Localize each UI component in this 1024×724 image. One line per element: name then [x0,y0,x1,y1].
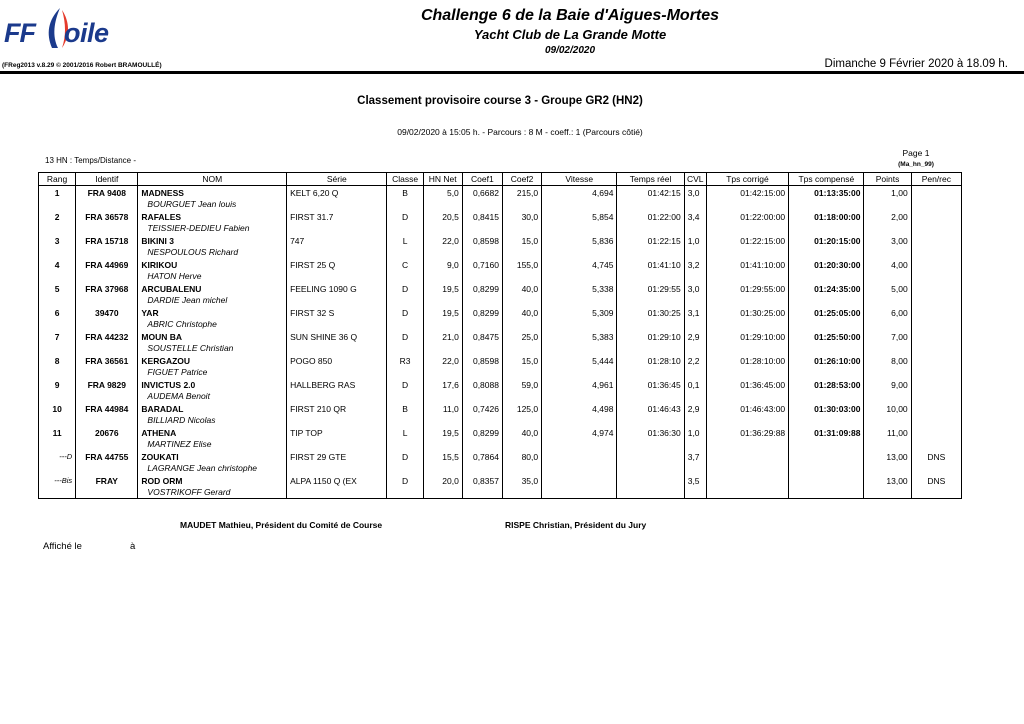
cell-coef2: 40,0 [502,426,541,450]
skipper-name: NESPOULOUS Richard [147,247,239,257]
cell-nom [138,402,287,426]
cell-classe: B [387,402,423,426]
cell-coef1: 0,7160 [462,258,502,282]
col-header: Rang [39,173,76,186]
skipper-name: MARTINEZ Elise [147,439,212,449]
col-header: Points [864,173,911,186]
cell-classe: L [387,234,423,258]
hn-label: 13 HN : Temps/Distance - [45,156,136,165]
cell-pen [911,258,961,282]
cell-coef2: 15,0 [502,354,541,378]
cell-identif: FRA 37968 [76,282,138,306]
cell-nom [138,234,287,258]
boat-name: KIRIKOU [141,260,178,270]
cell-pen [911,330,961,354]
cell-corrige [706,450,788,474]
cell-rang: 1 [39,186,76,211]
skipper-name: TEISSIER-DEDIEU Fabien [147,223,250,233]
cell-serie: FIRST 31.7 [287,210,387,234]
skipper-name: HATON Herve [147,271,202,281]
skipper-name: VOSTRIKOFF Gerard [147,487,231,497]
cell-temps: 01:36:30 [617,426,684,450]
ffvoile-logo [4,6,124,52]
cell-coef2: 25,0 [502,330,541,354]
cell-temps [617,474,684,499]
cell-rang: 6 [39,306,76,330]
results-table [38,172,962,499]
cell-nom [138,474,287,499]
cell-classe: L [387,426,423,450]
cell-nom [138,450,287,474]
cell-hn: 22,0 [423,354,462,378]
cell-corrige: 01:42:15:00 [706,186,788,211]
cell-rang: 10 [39,402,76,426]
cell-coef2: 30,0 [502,210,541,234]
cell-identif: FRA 44984 [76,402,138,426]
cell-coef2: 215,0 [502,186,541,211]
cell-cvl: 1,0 [684,426,706,450]
event-date: 09/02/2020 [544,45,596,56]
cell-cvl: 3,0 [684,282,706,306]
page-code: (Ma_hn_99) [898,161,934,168]
race-details: 09/02/2020 à 15:05 h. - Parcours : 8 M - coeff.: 1 (Parcours côtié) [397,127,643,137]
cell-temps: 01:22:00 [617,210,684,234]
cell-coef2: 40,0 [502,306,541,330]
cell-corrige: 01:41:10:00 [706,258,788,282]
page-number: Page 1 [902,148,930,158]
cell-pen [911,354,961,378]
posted-label: Affiché le [43,541,82,552]
boat-name: BARADAL [141,404,184,414]
cell-pen: DNS [911,474,961,499]
cell-compense: 01:25:05:00 [789,306,864,330]
col-header: NOM [138,173,287,186]
cell-temps [617,450,684,474]
cell-compense [789,474,864,499]
boat-name: ZOUKATI [141,452,179,462]
cell-rang: 11 [39,426,76,450]
cell-rang: 2 [39,210,76,234]
cell-vitesse: 5,854 [542,210,617,234]
cell-vitesse: 5,309 [542,306,617,330]
cell-compense: 01:18:00:00 [789,210,864,234]
cell-cvl: 3,5 [684,474,706,499]
cell-points: 13,00 [864,474,911,499]
cell-coef1: 0,6682 [462,186,502,211]
cell-classe: D [387,330,423,354]
cell-pen [911,306,961,330]
cell-coef2: 125,0 [502,402,541,426]
boat-name: ATHENA [141,428,177,438]
col-header: Série [287,173,387,186]
cell-vitesse: 5,836 [542,234,617,258]
cell-hn: 21,0 [423,330,462,354]
table-row [39,210,962,234]
cell-vitesse: 4,498 [542,402,617,426]
cell-pen: DNS [911,450,961,474]
cell-compense: 01:20:30:00 [789,258,864,282]
cell-corrige: 01:22:15:00 [706,234,788,258]
cell-corrige: 01:29:55:00 [706,282,788,306]
cell-nom [138,210,287,234]
col-header: Temps réel [617,173,684,186]
boat-name: ARCUBALENU [141,284,202,294]
cell-coef1: 0,8299 [462,426,502,450]
race-committee-president: MAUDET Mathieu, Président du Comité de Course [180,520,383,530]
cell-pen [911,426,961,450]
cell-serie: FIRST 29 GTE [287,450,387,474]
cell-corrige [706,474,788,499]
boat-name: MADNESS [141,188,184,198]
skipper-name: DARDIE Jean michel [147,295,228,305]
cell-hn: 5,0 [423,186,462,211]
cell-coef1: 0,8088 [462,378,502,402]
table-row [39,306,962,330]
cell-coef1: 0,7426 [462,402,502,426]
cell-compense: 01:25:50:00 [789,330,864,354]
cell-cvl: 3,4 [684,210,706,234]
cell-identif: FRA 36578 [76,210,138,234]
cell-rang: ---D [39,450,76,474]
cell-pen [911,378,961,402]
cell-points: 2,00 [864,210,911,234]
cell-points: 10,00 [864,402,911,426]
cell-coef2: 155,0 [502,258,541,282]
col-header: Identif [76,173,138,186]
cell-temps: 01:30:25 [617,306,684,330]
cell-vitesse: 5,383 [542,330,617,354]
skipper-name: BOURGUET Jean louis [147,199,237,209]
cell-nom [138,330,287,354]
boat-name: MOUN BA [141,332,183,342]
cell-serie: TIP TOP [287,426,387,450]
cell-cvl: 3,0 [684,186,706,211]
cell-cvl: 2,2 [684,354,706,378]
cell-rang: 4 [39,258,76,282]
cell-corrige: 01:22:00:00 [706,210,788,234]
skipper-name: ABRIC Christophe [147,319,217,329]
cell-classe: R3 [387,354,423,378]
cell-corrige: 01:30:25:00 [706,306,788,330]
cell-serie: FIRST 25 Q [287,258,387,282]
jury-president: RISPE Christian, Président du Jury [505,520,647,530]
cell-nom [138,186,287,211]
logo-text-ff: FF [4,18,35,48]
cell-coef1: 0,7864 [462,450,502,474]
skipper-name: AUDEMA Benoit [147,391,210,401]
cell-temps: 01:41:10 [617,258,684,282]
col-header: Tps compensé [789,173,864,186]
cell-pen [911,282,961,306]
cell-points: 8,00 [864,354,911,378]
cell-cvl: 2,9 [684,330,706,354]
cell-corrige: 01:46:43:00 [706,402,788,426]
table-header-row [39,173,962,186]
posted-at-label: à [130,541,136,552]
cell-points: 5,00 [864,282,911,306]
cell-rang: 9 [39,378,76,402]
cell-rang: 7 [39,330,76,354]
skipper-name: FIGUET Patrice [147,367,208,377]
cell-coef1: 0,8598 [462,354,502,378]
cell-corrige: 01:29:10:00 [706,330,788,354]
table-row [39,426,962,450]
cell-identif: FRA 44755 [76,450,138,474]
cell-compense [789,450,864,474]
cell-temps: 01:36:45 [617,378,684,402]
col-header: Coef2 [502,173,541,186]
cell-rang: 5 [39,282,76,306]
skipper-name: LAGRANGE Jean christophe [147,463,258,473]
cell-classe: C [387,258,423,282]
col-header: Vitesse [542,173,617,186]
cell-coef2: 59,0 [502,378,541,402]
club-name: Yacht Club de La Grande Motte [473,27,667,42]
boat-name: YAR [141,308,159,318]
cell-identif: FRAY [76,474,138,499]
table-row [39,354,962,378]
cell-identif: FRA 15718 [76,234,138,258]
cell-cvl: 3,1 [684,306,706,330]
cell-identif: FRA 9829 [76,378,138,402]
cell-points: 1,00 [864,186,911,211]
cell-identif: 20676 [76,426,138,450]
cell-hn: 20,0 [423,474,462,499]
cell-coef1: 0,8415 [462,210,502,234]
cell-coef1: 0,8357 [462,474,502,499]
table-row [39,282,962,306]
cell-serie: POGO 850 [287,354,387,378]
cell-identif: FRA 36561 [76,354,138,378]
table-row [39,234,962,258]
cell-coef2: 15,0 [502,234,541,258]
cell-rang: 3 [39,234,76,258]
cell-cvl: 2,9 [684,402,706,426]
table-row [39,378,962,402]
col-header: Classe [387,173,423,186]
boat-name: RAFALES [141,212,182,222]
cell-vitesse [542,474,617,499]
cell-serie: FIRST 32 S [287,306,387,330]
table-row [39,474,962,499]
cell-nom [138,378,287,402]
col-header: CVL [684,173,706,186]
cell-vitesse: 5,444 [542,354,617,378]
cell-classe: D [387,282,423,306]
cell-rang: 8 [39,354,76,378]
cell-identif: FRA 44232 [76,330,138,354]
cell-nom [138,354,287,378]
cell-temps: 01:22:15 [617,234,684,258]
cell-compense: 01:13:35:00 [789,186,864,211]
cell-nom [138,306,287,330]
cell-hn: 19,5 [423,306,462,330]
cell-points: 9,00 [864,378,911,402]
cell-points: 3,00 [864,234,911,258]
cell-nom [138,282,287,306]
cell-cvl: 3,2 [684,258,706,282]
cell-compense: 01:31:09:88 [789,426,864,450]
cell-serie: SUN SHINE 36 Q [287,330,387,354]
cell-coef1: 0,8598 [462,234,502,258]
cell-pen [911,186,961,211]
header-divider [0,71,1024,74]
cell-rang: ---Bis [39,474,76,499]
table-row [39,450,962,474]
cell-serie: HALLBERG RAS [287,378,387,402]
cell-temps: 01:29:10 [617,330,684,354]
results-heading: Classement provisoire course 3 - Groupe GR2 (HN2) [357,95,643,107]
cell-serie: ALPA 1150 Q (EX [287,474,387,499]
event-title: Challenge 6 de la Baie d'Aigues-Mortes [420,7,720,24]
col-header: HN Net [423,173,462,186]
cell-temps: 01:29:55 [617,282,684,306]
cell-points: 7,00 [864,330,911,354]
logo-text-oile: oile [64,18,109,48]
table-row [39,186,962,211]
col-header: Tps corrigé [706,173,788,186]
cell-hn: 9,0 [423,258,462,282]
cell-serie: FIRST 210 QR [287,402,387,426]
cell-cvl: 0,1 [684,378,706,402]
cell-identif: 39470 [76,306,138,330]
col-header: Coef1 [462,173,502,186]
cell-cvl: 3,7 [684,450,706,474]
cell-hn: 11,0 [423,402,462,426]
cell-classe: D [387,210,423,234]
cell-coef2: 40,0 [502,282,541,306]
cell-temps: 01:46:43 [617,402,684,426]
cell-coef1: 0,8299 [462,282,502,306]
cell-classe: D [387,474,423,499]
cell-pen [911,234,961,258]
cell-hn: 17,6 [423,378,462,402]
cell-compense: 01:20:15:00 [789,234,864,258]
cell-coef1: 0,8475 [462,330,502,354]
cell-coef2: 80,0 [502,450,541,474]
cell-classe: B [387,186,423,211]
skipper-name: BILLIARD Nicolas [147,415,216,425]
cell-vitesse: 4,974 [542,426,617,450]
cell-points: 6,00 [864,306,911,330]
cell-coef2: 35,0 [502,474,541,499]
cell-corrige: 01:36:45:00 [706,378,788,402]
cell-pen [911,210,961,234]
cell-points: 11,00 [864,426,911,450]
cell-temps: 01:42:15 [617,186,684,211]
cell-classe: D [387,450,423,474]
cell-points: 13,00 [864,450,911,474]
cell-points: 4,00 [864,258,911,282]
table-row [39,402,962,426]
cell-vitesse: 5,338 [542,282,617,306]
cell-hn: 22,0 [423,234,462,258]
cell-hn: 19,5 [423,282,462,306]
table-row [39,330,962,354]
cell-classe: D [387,306,423,330]
boat-name: KERGAZOU [141,356,191,366]
cell-hn: 20,5 [423,210,462,234]
cell-serie: FEELING 1090 G [287,282,387,306]
cell-vitesse: 4,961 [542,378,617,402]
cell-cvl: 1,0 [684,234,706,258]
cell-hn: 15,5 [423,450,462,474]
cell-identif: FRA 9408 [76,186,138,211]
cell-hn: 19,5 [423,426,462,450]
cell-classe: D [387,378,423,402]
print-date: Dimanche 9 Février 2020 à 18.09 h. [824,58,1008,70]
cell-identif: FRA 44969 [76,258,138,282]
col-header: Pen/rec [911,173,961,186]
cell-temps: 01:28:10 [617,354,684,378]
cell-nom [138,258,287,282]
table-body [39,186,962,499]
boat-name: ROD ORM [141,476,183,486]
software-copyright: (FReg2013 v.8.29 © 2001/2016 Robert BRAMOULLÉ) [2,62,162,69]
cell-corrige: 01:28:10:00 [706,354,788,378]
cell-vitesse: 4,694 [542,186,617,211]
cell-vitesse [542,450,617,474]
cell-vitesse: 4,745 [542,258,617,282]
cell-serie: KELT 6,20 Q [287,186,387,211]
cell-serie: 747 [287,234,387,258]
table-row [39,258,962,282]
boat-name: INVICTUS 2.0 [141,380,196,390]
cell-corrige: 01:36:29:88 [706,426,788,450]
cell-compense: 01:30:03:00 [789,402,864,426]
cell-nom [138,426,287,450]
cell-pen [911,402,961,426]
skipper-name: SOUSTELLE Christian [147,343,234,353]
cell-compense: 01:28:53:00 [789,378,864,402]
cell-compense: 01:26:10:00 [789,354,864,378]
cell-coef1: 0,8299 [462,306,502,330]
boat-name: BIKINI 3 [141,236,175,246]
cell-compense: 01:24:35:00 [789,282,864,306]
